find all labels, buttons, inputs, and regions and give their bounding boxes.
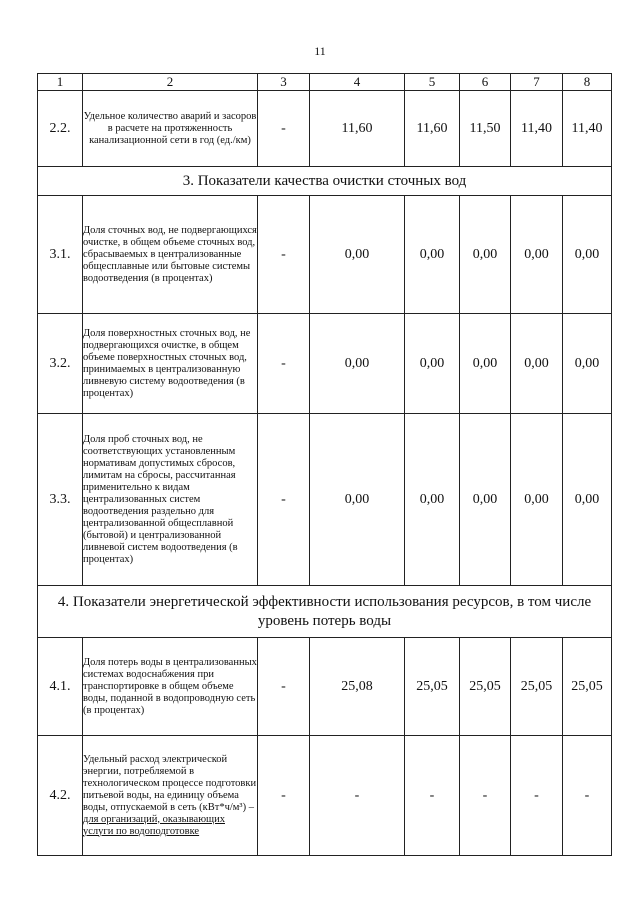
cell-value: 11,50 bbox=[460, 91, 511, 167]
cell-value: 0,00 bbox=[511, 314, 563, 414]
cell-value: - bbox=[405, 736, 460, 856]
section-row bbox=[38, 167, 612, 196]
cell-value: 11,60 bbox=[405, 91, 460, 167]
cell-value: 0,00 bbox=[511, 196, 563, 314]
section-heading: 3. Показатели качества очистки сточных вод bbox=[38, 167, 612, 196]
cell-value: - bbox=[460, 736, 511, 856]
row-description: Доля потерь воды в централизованных системах водоснабжения при транспортировке в общем объеме воды, поданной в водопроводную сеть (в процентах) bbox=[83, 638, 258, 736]
header-cell: 5 bbox=[405, 74, 460, 91]
table-row bbox=[38, 638, 612, 736]
cell-value: 0,00 bbox=[310, 314, 405, 414]
cell-value: 0,00 bbox=[405, 414, 460, 586]
cell-value: - bbox=[258, 314, 310, 414]
row-description-text: Удельный расход электрической энергии, потребляемой в технологическом процессе подготовки питьевой воды, на единицу объема воды, отпускаемой в сеть (кВт*ч/м³) – bbox=[83, 753, 257, 813]
section-heading: 4. Показатели энергетической эффективности использования ресурсов, в том числе уровень потерь воды bbox=[38, 586, 612, 638]
row-description: Доля проб сточных вод, не соответствующих установленным нормативам допустимых сбросов, лимитам на сбросы, рассчитанная применительно к видам централизованных систем водоотведения раздельно для централизованной общесплавной (бытовой) и централизованной ливневой систем водоотведения (в процентах) bbox=[83, 414, 258, 586]
row-number: 3.3. bbox=[38, 414, 83, 586]
section-row bbox=[38, 586, 612, 638]
page-number: 11 bbox=[314, 44, 326, 58]
cell-value: - bbox=[511, 736, 563, 856]
cell-value: 0,00 bbox=[310, 414, 405, 586]
cell-value: 25,05 bbox=[563, 638, 612, 736]
header-cell: 1 bbox=[38, 74, 83, 91]
cell-value: - bbox=[258, 414, 310, 586]
header-cell: 3 bbox=[258, 74, 310, 91]
table-row bbox=[38, 414, 612, 586]
row-description-note: для организаций, оказывающих услуги по водоподготовке bbox=[83, 813, 225, 837]
row-description: Удельное количество аварий и засоров в расчете на протяженность канализационной сети в год (ед./км) bbox=[83, 91, 258, 167]
cell-value: - bbox=[310, 736, 405, 856]
row-description bbox=[83, 736, 258, 856]
indicators-table bbox=[37, 73, 612, 856]
cell-value: 11,40 bbox=[563, 91, 612, 167]
cell-value: 0,00 bbox=[460, 314, 511, 414]
row-number: 3.1. bbox=[38, 196, 83, 314]
cell-value: 0,00 bbox=[405, 314, 460, 414]
cell-value: 0,00 bbox=[460, 196, 511, 314]
cell-value: 0,00 bbox=[405, 196, 460, 314]
table-row bbox=[38, 91, 612, 167]
row-number: 3.2. bbox=[38, 314, 83, 414]
table-row bbox=[38, 736, 612, 856]
cell-value: - bbox=[258, 736, 310, 856]
cell-value: - bbox=[258, 196, 310, 314]
header-cell: 6 bbox=[460, 74, 511, 91]
cell-value: 0,00 bbox=[310, 196, 405, 314]
header-row bbox=[38, 74, 612, 91]
row-number: 4.1. bbox=[38, 638, 83, 736]
cell-value: 25,05 bbox=[511, 638, 563, 736]
header-cell: 8 bbox=[563, 74, 612, 91]
cell-value: 25,05 bbox=[405, 638, 460, 736]
cell-value: 11,40 bbox=[511, 91, 563, 167]
table-row bbox=[38, 196, 612, 314]
cell-value: 0,00 bbox=[511, 414, 563, 586]
cell-value: - bbox=[258, 638, 310, 736]
cell-value: 0,00 bbox=[563, 414, 612, 586]
row-description: Доля сточных вод, не подвергающихся очистке, в общем объеме сточных вод, сбрасываемых в централизованные общесплавные или бытовые системы водоотведения (в процентах) bbox=[83, 196, 258, 314]
cell-value: 25,08 bbox=[310, 638, 405, 736]
row-number: 4.2. bbox=[38, 736, 83, 856]
cell-value: 0,00 bbox=[563, 314, 612, 414]
cell-value: - bbox=[563, 736, 612, 856]
table-row bbox=[38, 314, 612, 414]
cell-value: - bbox=[258, 91, 310, 167]
header-cell: 7 bbox=[511, 74, 563, 91]
header-cell: 4 bbox=[310, 74, 405, 91]
header-cell: 2 bbox=[83, 74, 258, 91]
cell-value: 25,05 bbox=[460, 638, 511, 736]
cell-value: 11,60 bbox=[310, 91, 405, 167]
cell-value: 0,00 bbox=[460, 414, 511, 586]
cell-value: 0,00 bbox=[563, 196, 612, 314]
row-number: 2.2. bbox=[38, 91, 83, 167]
row-description: Доля поверхностных сточных вод, не подвергающихся очистке, в общем объеме поверхностных сточных вод, принимаемых в централизованную ливневую систему водоотведения (в процентах) bbox=[83, 314, 258, 414]
